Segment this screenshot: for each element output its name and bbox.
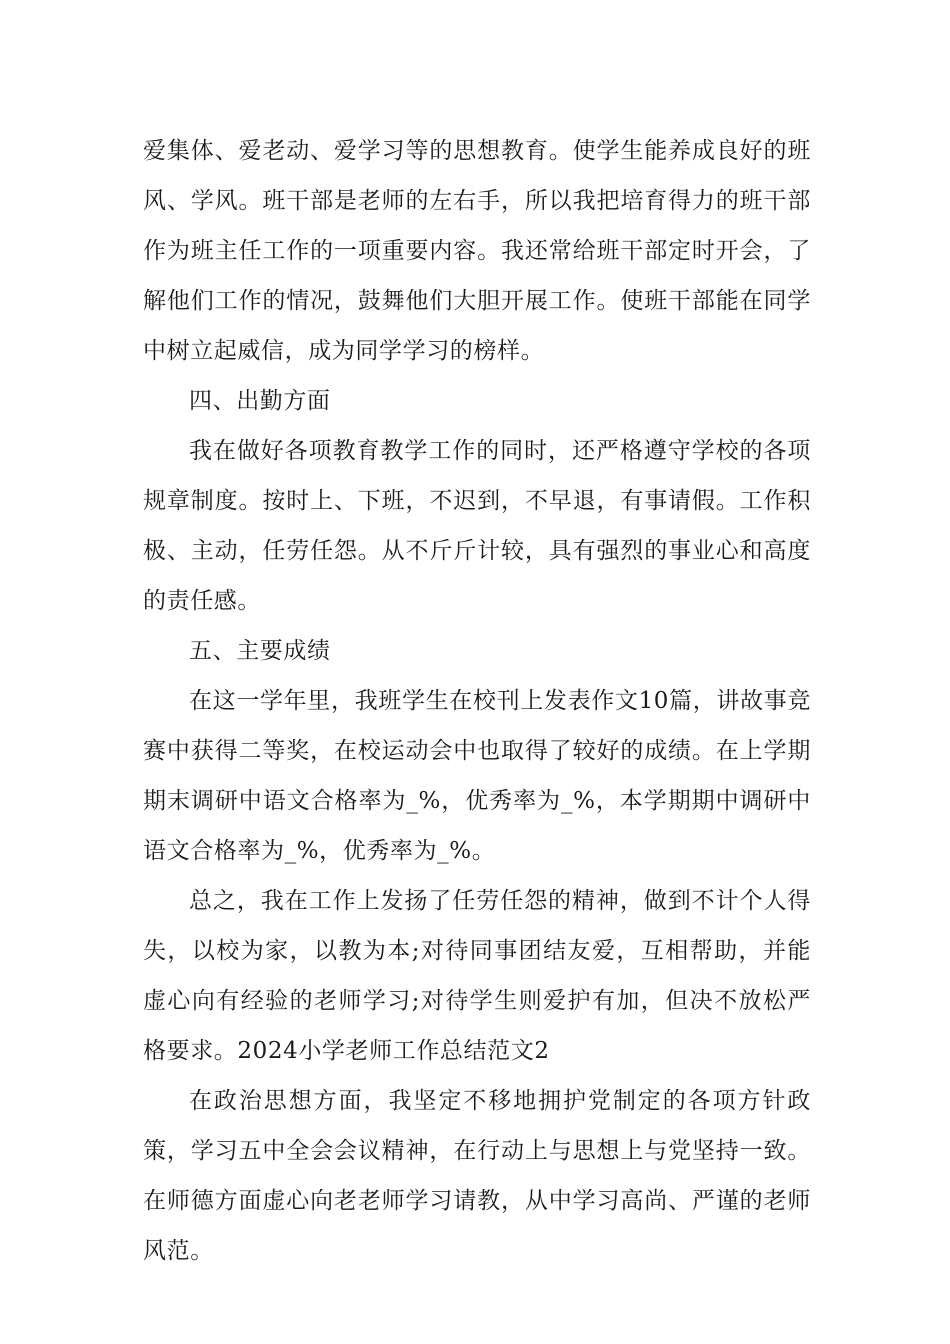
paragraph-political-thought: 在政治思想方面，我坚定不移地拥护党制定的各项方针政策，学习五中全会会议精神，在行动上与思想上与党坚持一致。在师德方面虚心向老老师学习请教，从中学习高尚、严谨的老师风范。 [143, 1088, 811, 1264]
paragraph-class-cadre: 爱集体、爱老动、爱学习等的思想教育。使学生能养成良好的班风、学风。班干部是老师的左右手，所以我把培育得力的班干部作为班主任工作的一项重要内容。我还常给班干部定时开会，了解他们工作的情况，鼓舞他们大胆开展工作。使班干部能在同学中树立起威信，成为同学学习的榜样。 [143, 138, 811, 364]
paragraph-summary: 总之，我在工作上发扬了任劳任怨的精神，做到不计个人得失，以校为家，以教为本;对待同事团结友爱，互相帮助，并能虚心向有经验的老师学习;对待学生则爱护有加，但决不放松严格要求。2024小学老师工作总结范文2 [143, 888, 811, 1064]
paragraph-attendance: 我在做好各项教育教学工作的同时，还严格遵守学校的各项规章制度。按时上、下班，不迟到，不早退，有事请假。工作积极、主动，任劳任怨。从不斤斤计较，具有强烈的事业心和高度的责任感。 [143, 438, 811, 614]
section-heading-achievements: 五、主要成绩 [189, 638, 331, 664]
paragraph-achievements: 在这一学年里，我班学生在校刊上发表作文10篇，讲故事竞赛中获得二等奖，在校运动会中也取得了较好的成绩。在上学期期末调研中语文合格率为_%，优秀率为_%，本学期期中调研中语文合格率为_%，优秀率为_%。 [143, 688, 811, 864]
document-body [143, 126, 811, 1276]
section-heading-attendance: 四、出勤方面 [189, 388, 331, 414]
